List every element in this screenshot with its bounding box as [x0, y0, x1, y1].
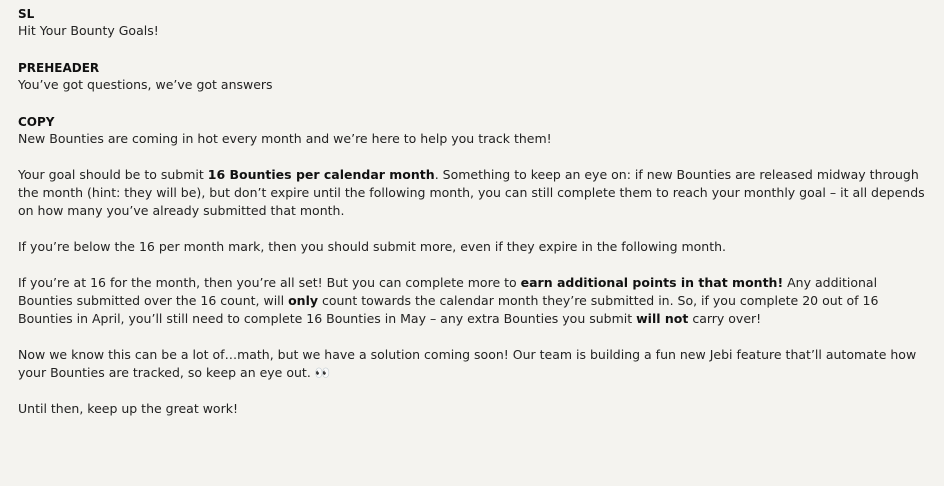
goal-emphasis: 16 Bounties per calendar month: [207, 167, 435, 182]
copy-solution-paragraph: Now we know this can be a lot of…math, but we have a solution coming soon! Our team is building a fun new Jebi feature that’ll automate how your Bounties are tracked, so keep an eye out. 👀: [18, 347, 917, 380]
copy-label: COPY: [18, 115, 55, 129]
copy-goal-paragraph: [18, 166, 928, 220]
subject-line-section: [18, 6, 928, 40]
subject-line-label: SL: [18, 7, 35, 21]
at-sixteen-text-a: If you’re at 16 for the month, then you’re all set! But you can complete more to: [18, 275, 521, 290]
only-emphasis: only: [288, 293, 319, 308]
earn-points-emphasis: earn additional points in that month!: [520, 275, 784, 290]
preheader-label: PREHEADER: [18, 61, 100, 75]
will-not-emphasis: will not: [636, 311, 689, 326]
subject-line-text: Hit Your Bounty Goals!: [18, 23, 159, 38]
preheader-section: [18, 60, 928, 94]
copy-closing-paragraph: Until then, keep up the great work!: [18, 401, 238, 416]
at-sixteen-text-d: count towards the calendar month they’re submitted in. So, if you complete 20 out of 16 Bounties in April, you’ll still need to complete 16 Bounties in May – any extra Bounties you submit: [18, 293, 879, 326]
at-sixteen-text-c: Any additional Bounties submitted over the 16 count, will: [18, 275, 878, 308]
email-copy-document: [18, 6, 928, 418]
copy-section: [18, 114, 928, 418]
copy-at-sixteen-paragraph: [18, 274, 928, 328]
copy-intro-paragraph: New Bounties are coming in hot every month and we’re here to help you track them!: [18, 131, 552, 146]
preheader-text: You’ve got questions, we’ve got answers: [18, 77, 273, 92]
goal-text-start: Your goal should be to submit: [18, 167, 208, 182]
copy-below-mark-paragraph: If you’re below the 16 per month mark, then you should submit more, even if they expire in the following month.: [18, 239, 727, 254]
goal-text-end: . Something to keep an eye on: if new Bounties are released midway through the month (hint: they will be), but don’t expire until the following month, you can still complete them to reach your monthly goal – it all depends on how many you’ve already submitted that month.: [18, 167, 925, 218]
at-sixteen-text-e: carry over!: [688, 311, 762, 326]
